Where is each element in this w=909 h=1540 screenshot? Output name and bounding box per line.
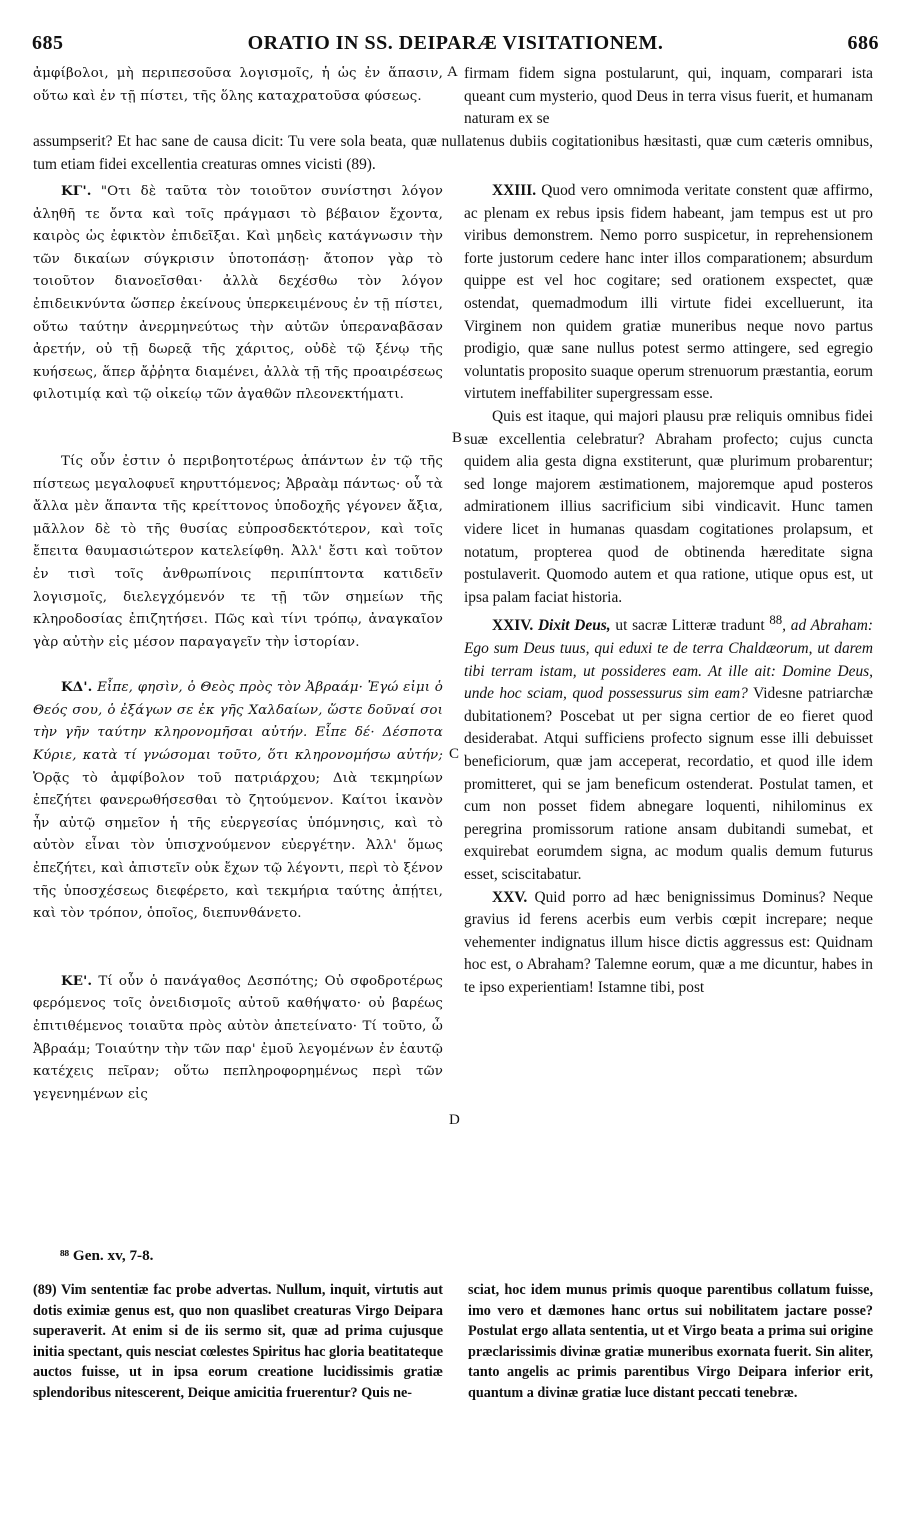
section-number: XXIV. bbox=[492, 617, 534, 635]
latin-section-23 bbox=[464, 180, 873, 406]
section-number: XXIII. bbox=[492, 182, 537, 199]
greek-section-25 bbox=[33, 970, 443, 1107]
running-header bbox=[32, 32, 879, 60]
latin-column bbox=[464, 180, 873, 1000]
latin-continuation bbox=[464, 63, 873, 131]
page-number-right: 686 bbox=[847, 32, 879, 54]
note-text: sciat, hoc idem munus primis quoque parentibus collatum fuisse, imo vero et dæmones hanc ortus sui nobilitatem jactare posse? Postulat ergo allata sententia, ut et Virgo beata a prima sui origine præclarissimis divinæ gratiæ muneribus exornata fuerit. Sin aliter, tanto angelis ac primis parentibus Virgo Deipara inferior erit, quantum a divinæ gratiæ luce distant peccati tenebræ. bbox=[468, 1282, 873, 1401]
greek-continuation bbox=[33, 63, 443, 108]
latin-section-25 bbox=[464, 887, 873, 1000]
greek-section-24 bbox=[33, 676, 443, 926]
section-text: Videsne patriarchæ dubitationem? Poscebat ut per signa certior de eo fieret quod desiderabat. Atqui sufficiens profecto signum esse illi debuisset beneficiorum, quæ jam acceperat, recordatio, et quod ille idem promitteret, qui se jam beneficum ostenderat. Postulat tamen, et cum non posset fidem abnegare loquenti, nihilominus ex peregrina promissorum ratione ansam dubitandi sumebat, et exquirebat eorumdem signa, ac modum qualis demum futurus esset, sciscitabatur. bbox=[464, 685, 874, 883]
margin-marker-d: D bbox=[449, 1112, 460, 1128]
scripture-quote: , ad Abraham: Ego sum Deus tuus, qui eduxi te de terra Chaldæorum, ut darem tibi terram istam, ut possideres eam. At ille ait: Domine Deus, unde hoc sciam, quod possessurus sim eam? bbox=[464, 617, 873, 703]
latin-top-text: firmam fidem signa postularunt, qui, inquam, comparari ista queant cum mysterio, quod Deus in terra visus fuerit, et humanam naturam ex se bbox=[464, 65, 873, 128]
page-number-left: 685 bbox=[32, 32, 64, 54]
full-width-text: assumpserit? Et hac sane de causa dicit: Tu vere sola beata, quæ nullatenus dubiis cogitationibus hæsitasti, quæ cum cæteris omnibus, tum etiam fidei excellentia creaturas omnes vicisti (89). bbox=[33, 133, 873, 173]
margin-marker-c: C bbox=[449, 746, 460, 762]
section-text: Quod vero omnimoda veritate constent quæ affirmo, ac plenam ex rebus ipsis fidem habeant, jam tempus est ut pro viribus demonstrem. Nemo porro suspicetur, in reprehensionem forte justorum cedere hanc inter illos comparationem; absurdum quippe est vel hoc cogitare; sed orationem exspectet, quæ ostendat, quemadmodum illi virtute fidei excelluerunt, ita Virginem non quidem gratiæ muneribus neque novo partus prodigio, quæ sane nullus potest sermo attingere, sed egregio voluntatis proposito suaque operum strenuorum præstantia, eorum virtutem ineffabiliter supergressam esse. bbox=[464, 182, 873, 403]
footnote-ref-88: 88 bbox=[769, 613, 783, 628]
section-text: Ὁρᾷς τὸ ἀμφίβολον τοῦ πατριάρχου; Διὰ τεκμηρίων ἐπεζήτει φανερωθήσεσθαι τὸ ζητούμενον. Καίτοι ἱκανὸν ἦν αὐτῷ σημεῖον ἡ τῆς εὐεργεσίας ὑπόμνησις, καὶ τὸ αὐτὸν εἶναι τὸν ὑπισχνούμενον εὐεργέτην. Ἀλλ' ὅμως ἐπεζήτει, καὶ ἀπιστεῖν οὐκ ἔχων τῷ λέγοντι, περὶ τὸ ξένον τῆς ὑποσχέσεως διεφέρετο, καὶ τεκμήρια ταύτης ἀπῄτει, καὶ τὸν τρόπον, ὁποῖος, διεπυνθάνετο. bbox=[33, 770, 443, 922]
section-number: ΚΔ'. bbox=[61, 679, 93, 696]
section-text: Quid porro ad hæc benignissimus Dominus? Neque gravius id ferens acerbis eum verbis cœpit increpare; neque vehementer indignatus illum hisce dictis aggressus est: Quidnam hoc est, o Abraham? Talemne eorum, quæ a me dicuntur, habes in te ipso experientiam! Istamne tibi, post bbox=[464, 888, 873, 996]
note-89-right bbox=[468, 1280, 873, 1403]
section-number: XXV. bbox=[492, 888, 528, 906]
section-text: Τί οὖν ὁ πανάγαθος Δεσπότης; Οὐ σφοδροτέρως φερόμενος τοῖς ὀνειδισμοῖς αὐτοῦ καθήψατο· οὐ βαρέως ἐπιτιθέμενος τοιαῦτα πρὸς αὐτὸν ἀπετείνατο· Τί τοῦτο, ὦ Ἀβραάμ; Τοιαύτην τὴν τῶν παρ' ἐμοῦ λεγομένων ἐν ἑαυτῷ κατέχεις πεῖραν; οὕτω πεπληροφορημένως περὶ τῶν γεγενημένων εἰς bbox=[33, 973, 443, 1102]
footnote-88: ⁸⁸ Gen. xv, 7-8. bbox=[60, 1247, 154, 1264]
page-title: ORATIO IN SS. DEIPARÆ VISITATIONEM. bbox=[247, 32, 664, 54]
note-text: (89) Vim sententiæ fac probe advertas. Nullum, inquit, virtutis aut dotis eximiæ genus est, quo non quaslibet creaturas Virgo Deipara superaverit. At enim si de iis sermo sit, quæ ad prima cujusque initia spectant, quis nesciat cœlestes Spiritus hac gloria beatitateque auctos fuisse, ut in ipsa eorum creatione lucidissimis gratiæ splendoribus nitescerent, Deique amicitia fruerentur? Quis ne- bbox=[33, 1282, 443, 1401]
greek-paragraph-abraham: Τίς οὖν ἐστιν ὁ περιβοητοτέρως ἁπάντων ἐν τῷ τῆς πίστεως μεγαλοφυεῖ κηρυττόμενος; Ἀβραὰμ πάντως· οὗ τὰ ἄλλα μὲν ἅπαντα τῆς κρείττονος ὑποδοχῆς γέγονεν ἄξια, μᾶλλον δὲ τὸ τῆς θυσίας εὐπροσδεκτότερον, καὶ τοῖς ἔπειτα θαυμασιώτερον κατελείφθη. Ἀλλ' ἔστι καὶ τοῦτον ἐν τισὶ τοῖς ἀνθρωπίνοις περιπίπτοντα κατιδεῖν λογισμοῖς, διελεγχόμενόν τε τῇ τῶν σημείων τῆς κληροδοσίας ἐπιζητήσει. Πῶς καὶ τίνι τρόπῳ, ἀναγκαῖον γὰρ αὐτὴν εἰς μέσον παραγαγεῖν τὴν ἱστορίαν. bbox=[33, 453, 443, 650]
section-text: "Οτι δὲ ταῦτα τὸν τοιοῦτον συνίστησι λόγον ἀληθῆ τε ὄντα καὶ τοῖς πράγμασι τὸ βέβαιον ἔχοντα, καιρὸς ὡς ἐφικτὸν ἐπιδεῖξαι. Καὶ μηδεὶς κατάγνωσιν τὴν τῶν δικαίων σύγκρισιν ὑποτοπάσῃ· ἄτοπον γὰρ τὸ τοιοῦτον διανοεῖσθαι· ἀλλὰ δεχέσθω τὸν λόγον ἐπιδεικνύντα ὥσπερ ἐκείνους ὑπερκειμένους ἐν τῇ πίστει, οὕτω ταύτην ἀνερμηνεύτως τὴν αὐτῶν ὑπεραναβᾶσαν ἀρετήν, οὐ τῇ δωρεᾷ τῆς χάριτος, οὐδὲ τῷ ξένῳ τῆς κυήσεως, ἅπερ ἄῤῥητα διαμένει, ἀλλὰ τῇ τῆς προαιρέσεως φιλοτιμίᾳ καὶ τῷ οἰκείῳ τῶν ἀγαθῶν πλεονεκτήματι. bbox=[33, 184, 443, 403]
scripture-quote: Εἶπε, φησὶν, ὁ Θεὸς πρὸς τὸν Ἀβραάμ· Ἐγώ εἰμι ὁ Θεός σου, ὁ ἐξάγων σε ἐκ γῆς Χαλδαίων, ὥστε δοῦναί σοι τὴν γῆν ταύτην κληρονομῆσαι αὐτήν. Εἶπε δέ· Δέσποτα Κύριε, κατὰ τί γνώσομαι τοῦτο, ὅτι κληρονομήσω αὐτήν; bbox=[33, 680, 443, 764]
greek-column bbox=[33, 180, 443, 1106]
margin-marker-a: A bbox=[447, 64, 458, 80]
full-width-line bbox=[33, 131, 873, 176]
scripture-lead: Dixit Deus, bbox=[537, 617, 611, 635]
greek-section-23 bbox=[33, 180, 443, 407]
latin-section-24 bbox=[464, 609, 873, 886]
section-number: ΚΕ'. bbox=[61, 972, 93, 989]
section-number: ΚΓ'. bbox=[61, 183, 92, 199]
margin-marker-b: B bbox=[452, 430, 463, 446]
greek-top-text: ἀμφίβολοι, μὴ περιπεσοῦσα λογισμοῖς, ἡ ὡς ἐν ἅπασιν, οὕτω καὶ ἐν τῇ πίστει, τῆς ὅλης καταχρατοῦσα φύσεως. bbox=[33, 66, 443, 104]
note-89-left bbox=[33, 1280, 443, 1403]
latin-paragraph-abraham: Quis est itaque, qui majori plausu præ reliquis omnibus fidei suæ excellentia celebratur? Abraham profecto; cujus cuncta quidem alia gesta digna exstiterunt, quæ plurimum probarentur; sed longe majorem æstimationem, majoremque apud posteros admirationem illius sacrificium sibi vindicavit. Hunc tamen videre licet in humanas quasdam cogitationes prolapsum, et notatum, propterea quod de obtinenda hæreditate signa postulaverit. Quomodo autem et qua ratione, utique opus est, ut ipsa palam faciat historia. bbox=[464, 407, 873, 606]
section-text: ut sacræ Litteræ tradunt bbox=[615, 617, 765, 635]
